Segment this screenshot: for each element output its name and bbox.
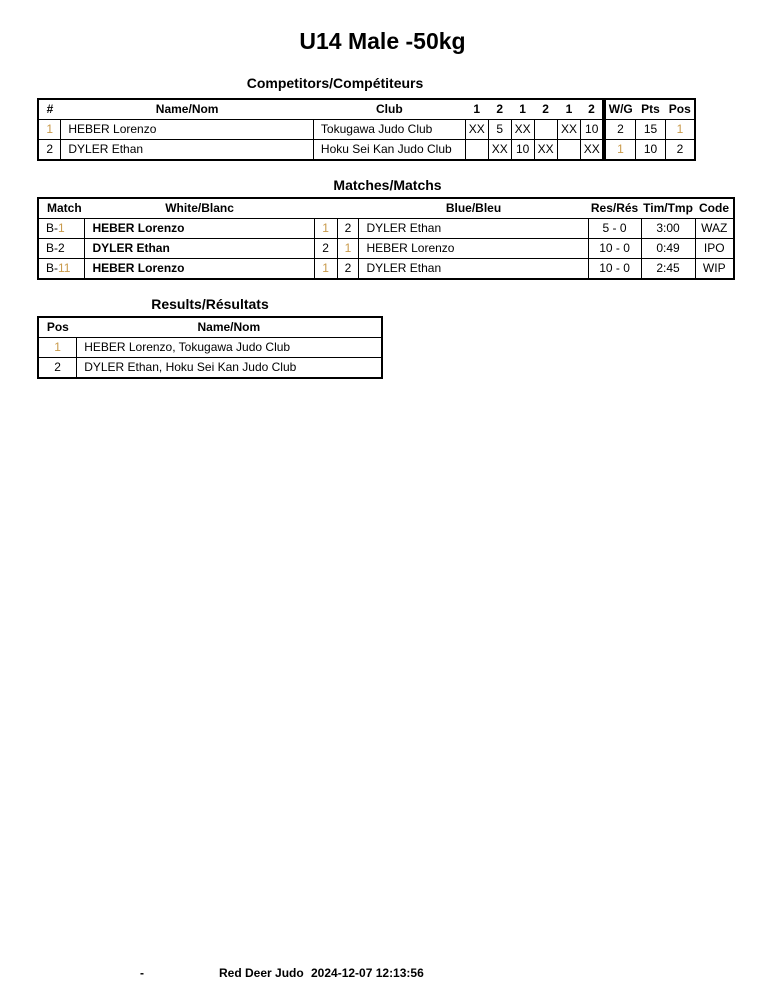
col-round: 2 xyxy=(542,102,549,116)
table-row xyxy=(38,239,734,259)
wins: 2 xyxy=(605,120,636,140)
col-name: Name/Nom xyxy=(197,320,261,334)
competitors-table xyxy=(37,98,604,161)
col-blue: Blue/Bleu xyxy=(445,201,502,215)
results-header-row xyxy=(38,317,382,338)
match-time: 3:00 xyxy=(641,219,695,239)
blue-num: 2 xyxy=(337,259,359,280)
results-table xyxy=(37,316,383,379)
round-score: 10 xyxy=(511,140,534,161)
table-row xyxy=(605,120,695,140)
match-id: B-2 xyxy=(38,239,85,259)
white-player: HEBER Lorenzo xyxy=(85,219,314,239)
table-row xyxy=(38,358,382,379)
points: 15 xyxy=(636,120,666,140)
round-score: 10 xyxy=(581,120,603,140)
matches-heading: Matches/Matchs xyxy=(333,177,442,193)
blue-num: 1 xyxy=(337,239,359,259)
col-pos: Pos xyxy=(668,102,691,116)
page-title: U14 Male -50kg xyxy=(299,28,466,54)
match-time: 2:45 xyxy=(641,259,695,280)
col-white: White/Blanc xyxy=(165,201,234,215)
round-score xyxy=(557,140,581,161)
standings-table xyxy=(604,98,696,161)
table-row xyxy=(38,140,603,161)
white-player: DYLER Ethan xyxy=(85,239,314,259)
col-pos: Pos xyxy=(46,320,69,334)
position: 2 xyxy=(666,140,695,161)
col-name: Name/Nom xyxy=(155,102,219,116)
match-result: 10 - 0 xyxy=(588,239,641,259)
wins: 1 xyxy=(605,140,636,161)
table-row xyxy=(38,338,382,358)
round-score: XX xyxy=(534,140,557,161)
col-club: Club xyxy=(376,102,403,116)
standings-header-row xyxy=(605,99,695,120)
match-time: 0:49 xyxy=(641,239,695,259)
competitor-name: DYLER Ethan xyxy=(61,140,314,161)
round-score: XX xyxy=(488,140,511,161)
match-result: 5 - 0 xyxy=(588,219,641,239)
blue-num: 2 xyxy=(337,219,359,239)
table-row xyxy=(38,259,734,280)
table-row xyxy=(605,140,695,161)
white-player: HEBER Lorenzo xyxy=(85,259,314,280)
result-pos: 1 xyxy=(38,338,77,358)
results-heading: Results/Résultats xyxy=(151,296,269,312)
col-round: 1 xyxy=(519,102,526,116)
col-match: Match xyxy=(47,201,82,215)
points: 10 xyxy=(636,140,666,161)
white-num: 1 xyxy=(314,259,337,280)
competitors-heading: Competitors/Compétiteurs xyxy=(246,75,424,91)
col-round: 1 xyxy=(473,102,481,116)
match-id: B-11 xyxy=(38,259,85,280)
col-code: Code xyxy=(699,201,729,215)
result-pos: 2 xyxy=(38,358,77,379)
round-score xyxy=(534,120,557,140)
competitors-header-row xyxy=(38,99,603,120)
match-code: WAZ xyxy=(695,219,734,239)
footer-organization: Red Deer Judo xyxy=(219,966,304,980)
match-id: B-1 xyxy=(38,219,85,239)
blue-player: DYLER Ethan xyxy=(359,259,588,280)
result-name: HEBER Lorenzo, Tokugawa Judo Club xyxy=(77,338,382,358)
competitor-name: HEBER Lorenzo xyxy=(61,120,314,140)
table-row xyxy=(38,120,603,140)
blue-player: HEBER Lorenzo xyxy=(359,239,588,259)
round-score: XX xyxy=(511,120,534,140)
white-num: 2 xyxy=(314,239,337,259)
blue-player: DYLER Ethan xyxy=(359,219,588,239)
table-row xyxy=(38,219,734,239)
round-score: 5 xyxy=(488,120,511,140)
col-pts: Pts xyxy=(641,102,660,116)
round-score: XX xyxy=(581,140,603,161)
white-num: 1 xyxy=(314,219,337,239)
competitor-num: 2 xyxy=(38,140,61,161)
match-result: 10 - 0 xyxy=(588,259,641,280)
match-code: WIP xyxy=(695,259,734,280)
col-num: # xyxy=(46,102,54,116)
match-code: IPO xyxy=(695,239,734,259)
col-round: 2 xyxy=(496,102,504,116)
matches-header-row xyxy=(38,198,734,219)
competitor-club: Tokugawa Judo Club xyxy=(313,120,465,140)
competitor-club: Hoku Sei Kan Judo Club xyxy=(313,140,465,161)
round-score xyxy=(465,140,488,161)
matches-table xyxy=(37,197,735,280)
col-round: 1 xyxy=(565,102,573,116)
round-score: XX xyxy=(465,120,488,140)
footer-dash: - xyxy=(140,966,144,980)
result-name: DYLER Ethan, Hoku Sei Kan Judo Club xyxy=(77,358,382,379)
footer-timestamp: 2024-12-07 12:13:56 xyxy=(311,966,424,980)
col-result: Res/Rés xyxy=(590,201,639,215)
col-round: 2 xyxy=(588,102,595,116)
position: 1 xyxy=(666,120,695,140)
col-time: Tim/Tmp xyxy=(643,201,693,215)
col-wg: W/G xyxy=(608,102,633,116)
competitor-num: 1 xyxy=(38,120,61,140)
round-score: XX xyxy=(557,120,581,140)
